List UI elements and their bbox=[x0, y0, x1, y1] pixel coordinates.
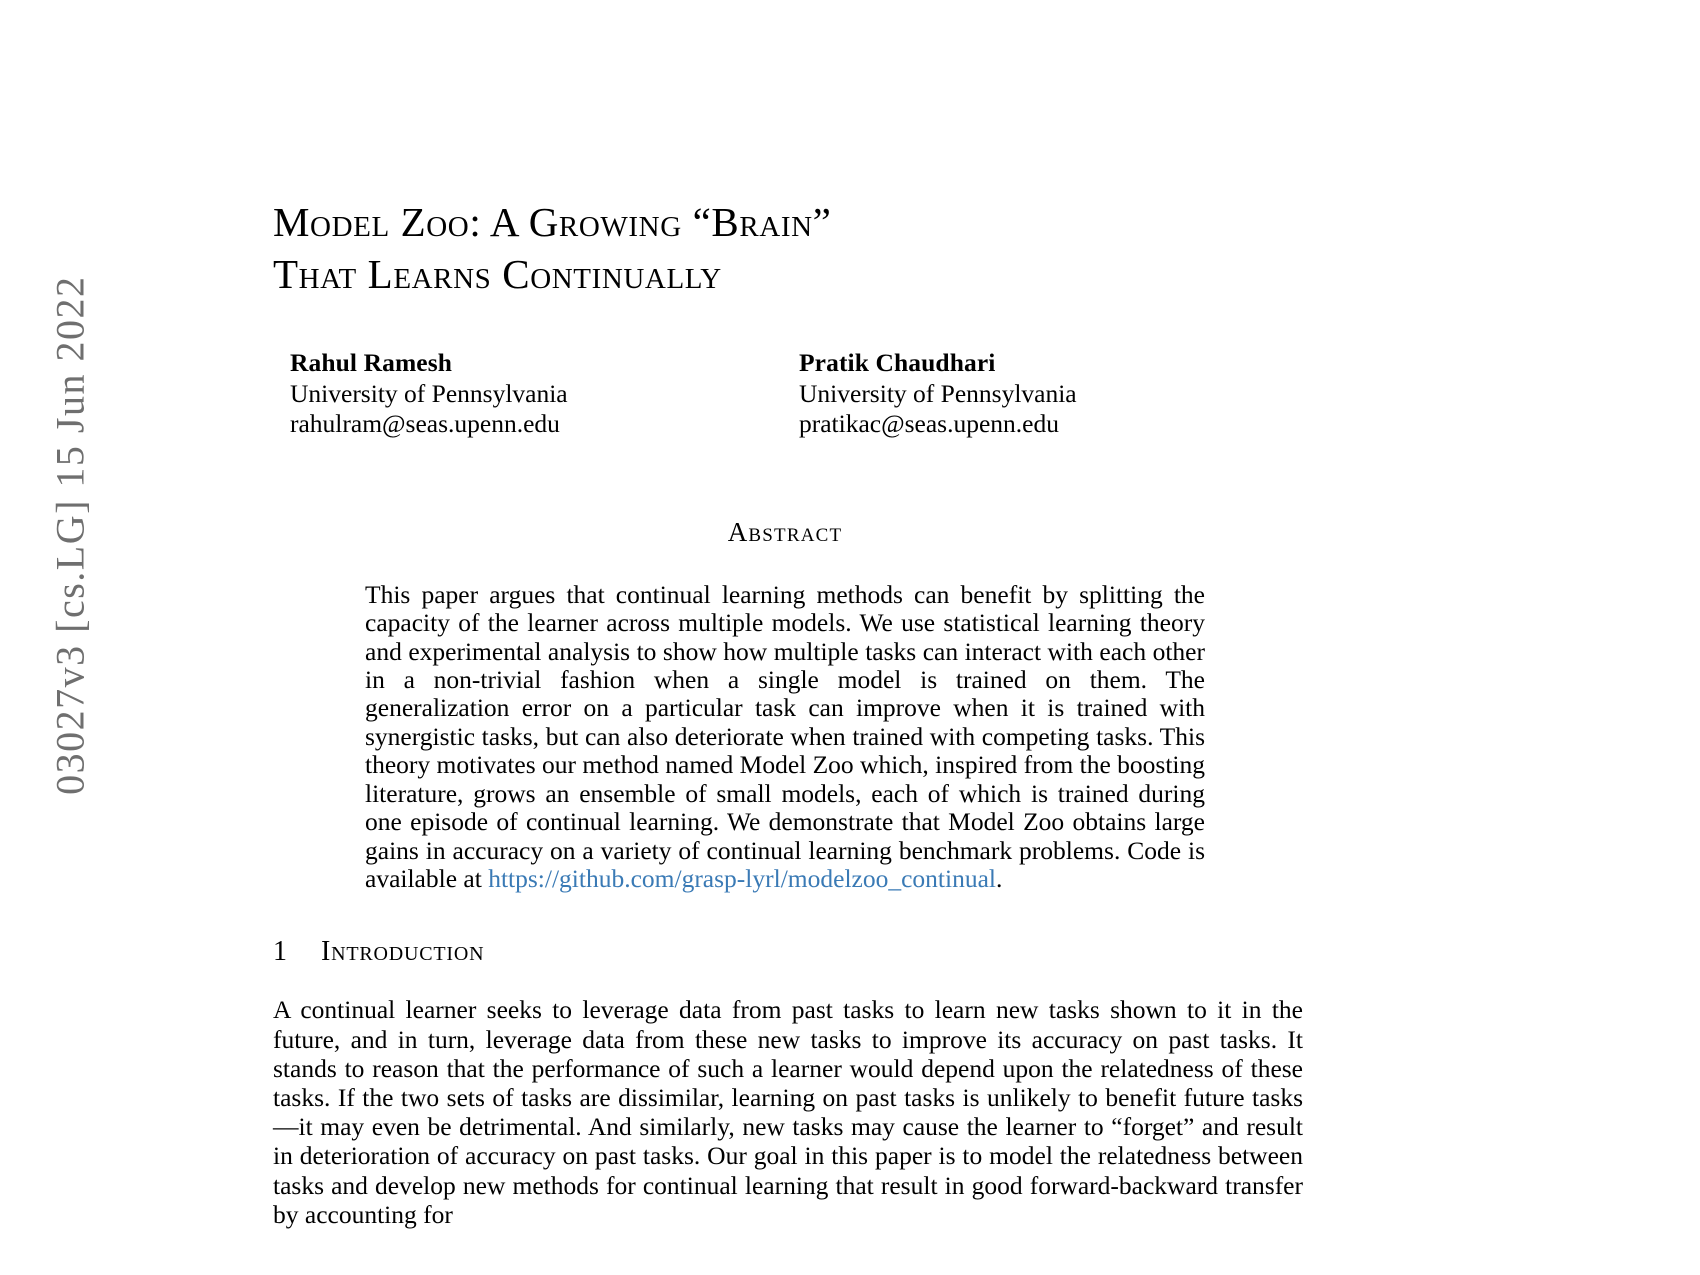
author-name: Pratik Chaudhari bbox=[799, 348, 996, 378]
arxiv-identifier-stamp: 03027v3 [cs.LG] 15 Jun 2022 bbox=[47, 275, 93, 795]
author-email: pratikac@seas.upenn.edu bbox=[799, 409, 1059, 439]
section-title: Introduction bbox=[321, 936, 485, 968]
abstract-text: This paper argues that continual learning methods can benefit by splitting the capacity of the learner across multiple models. We use statistical learning theory and experimental analysis to show how multiple tasks can interact with each other in a non-trivial fashion when a single model is trained on them. The generalization error on a particular task can improve when it is trained with synergistic tasks, but can also deteriorate when trained with competing tasks. This theory motivates our method named Model Zoo which, inspired from the boosting literature, grows an ensemble of small models, each of which is trained during one episode of continual learning. We demonstrate that Model Zoo obtains large gains in accuracy on a variety of continual learning benchmark problems. Code is available at bbox=[365, 579, 1205, 893]
author-name: Rahul Ramesh bbox=[290, 348, 453, 378]
abstract-text-tail: . bbox=[995, 863, 1003, 893]
title-line-1: Model Zoo: A Growing “Brain” bbox=[273, 199, 832, 245]
author-affiliation: University of Pennsylvania bbox=[799, 378, 1077, 408]
abstract-heading: Abstract bbox=[727, 516, 843, 547]
section-number: 1 bbox=[273, 936, 288, 968]
author-entry-1 bbox=[290, 349, 795, 439]
title-line-2: That Learns Continually bbox=[273, 251, 722, 298]
paper-title bbox=[273, 196, 1305, 300]
section-heading-introduction bbox=[273, 936, 1305, 968]
code-repository-link[interactable]: https://github.com/grasp-lyrl/modelzoo_continual bbox=[488, 863, 996, 893]
author-entry-2 bbox=[799, 349, 1304, 439]
author-affiliation: University of Pennsylvania bbox=[290, 378, 568, 408]
author-block bbox=[273, 349, 1305, 439]
abstract-paragraph bbox=[365, 581, 1205, 894]
introduction-paragraph: A continual learner seeks to leverage data from past tasks to learn new tasks shown to it in the future, and in turn, leverage data from these new tasks to improve its accuracy on past tasks. It stands to reason that the performance of such a learner would depend upon the relatedness of these tasks. If the two sets of tasks are dissimilar, learning on past tasks is unlikely to benefit future tasks—it may even be detrimental. And similarly, new tasks may cause the learner to “forget” and result in deterioration of accuracy on past tasks. Our goal in this paper is to model the relatedness between tasks and develop new methods for continual learning that result in good forward-backward transfer by accounting for bbox=[273, 995, 1303, 1229]
author-email: rahulram@seas.upenn.edu bbox=[290, 409, 560, 439]
paper-page bbox=[273, 0, 1305, 1275]
